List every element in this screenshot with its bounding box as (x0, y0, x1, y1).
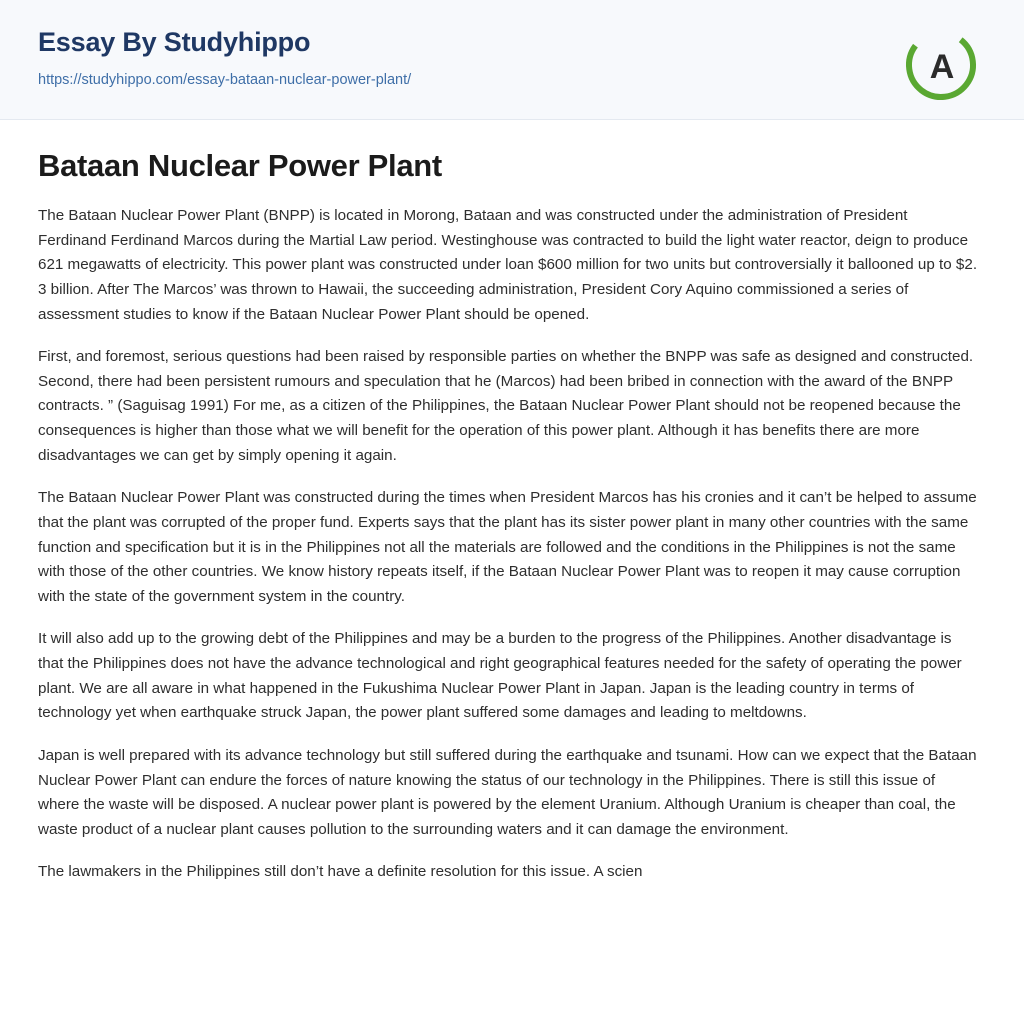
svg-text:A: A (929, 48, 955, 86)
article-body (0, 120, 1024, 885)
site-header (0, 0, 1024, 120)
paragraph: Japan is well prepared with its advance technology but still suffered during the earthquake and tsunami. How can we expect that the Bataan Nuclear Power Plant can endure the forces of nature knowing the status of our technology in the Philippines. There is still this issue of where the waste will be disposed. A nuclear power plant is powered by the element Uranium. Although Uranium is cheaper than coal, the waste product of a nuclear plant causes pollution to the surrounding waters and it can damage the environment. (38, 746, 977, 838)
brand-title: Essay By Studyhippo (38, 27, 311, 57)
paragraph: The lawmakers in the Philippines still don’t have a definite resolution for this issue. A scien (38, 863, 643, 881)
studyhippo-logo-icon (904, 28, 978, 102)
source-url[interactable]: https://studyhippo.com/essay-bataan-nuclear-power-plant/ (38, 72, 412, 89)
paragraph: The Bataan Nuclear Power Plant was constructed during the times when President Marcos has his cronies and it can’t be helped to assume that the plant was corrupted of the proper fund. Experts says that the plant has its sister power plant in many other countries with the same function and specification but it is in the Philippines not all the materials are followed and the conditions in the Philippines is not the same with those of the other countries. We know history repeats itself, if the Bataan Nuclear Power Plant was to reopen it may cause corruption with the state of the government system in the country. (38, 489, 977, 605)
paragraph: The Bataan Nuclear Power Plant (BNPP) is located in Morong, Bataan and was constructed under the administration of President Ferdinand Ferdinand Marcos during the Martial Law period. Westinghouse was contracted to build the light water reactor, deign to produce 621 megawatts of electricity. This power plant was constructed under loan $600 million for two units but controversially it ballooned up to $2. 3 billion. After The Marcos’ was thrown to Hawaii, the succeeding administration, President Cory Aquino commissioned a series of assessment studies to know if the Bataan Nuclear Power Plant should be opened. (38, 207, 978, 323)
brand-block (38, 26, 411, 90)
paragraph: First, and foremost, serious questions had been raised by responsible parties on whether the BNPP was safe as designed and constructed. Second, there had been persistent rumours and speculation that he (Marcos) had been bribed in connection with the award of the BNPP contracts. ” (Saguisag 1991) For me, as a citizen of the Philippines, the Bataan Nuclear Power Plant should not be reopened because the consequences is higher than those what we will benefit for the operation of this power plant. Although it has benefits there are more disadvantages we can get by simply opening it again. (38, 348, 974, 464)
page-title: Bataan Nuclear Power Plant (38, 148, 442, 183)
paragraph: It will also add up to the growing debt of the Philippines and may be a burden to the progress of the Philippines. Another disadvantage is that the Philippines does not have the advance technological and right geographical features needed for the safety of operating the power plant. We are all aware in what happened in the Fukushima Nuclear Power Plant in Japan. Japan is the leading country in terms of technology yet when earthquake struck Japan, the power plant suffered some damages and leading to meltdowns. (38, 630, 962, 722)
